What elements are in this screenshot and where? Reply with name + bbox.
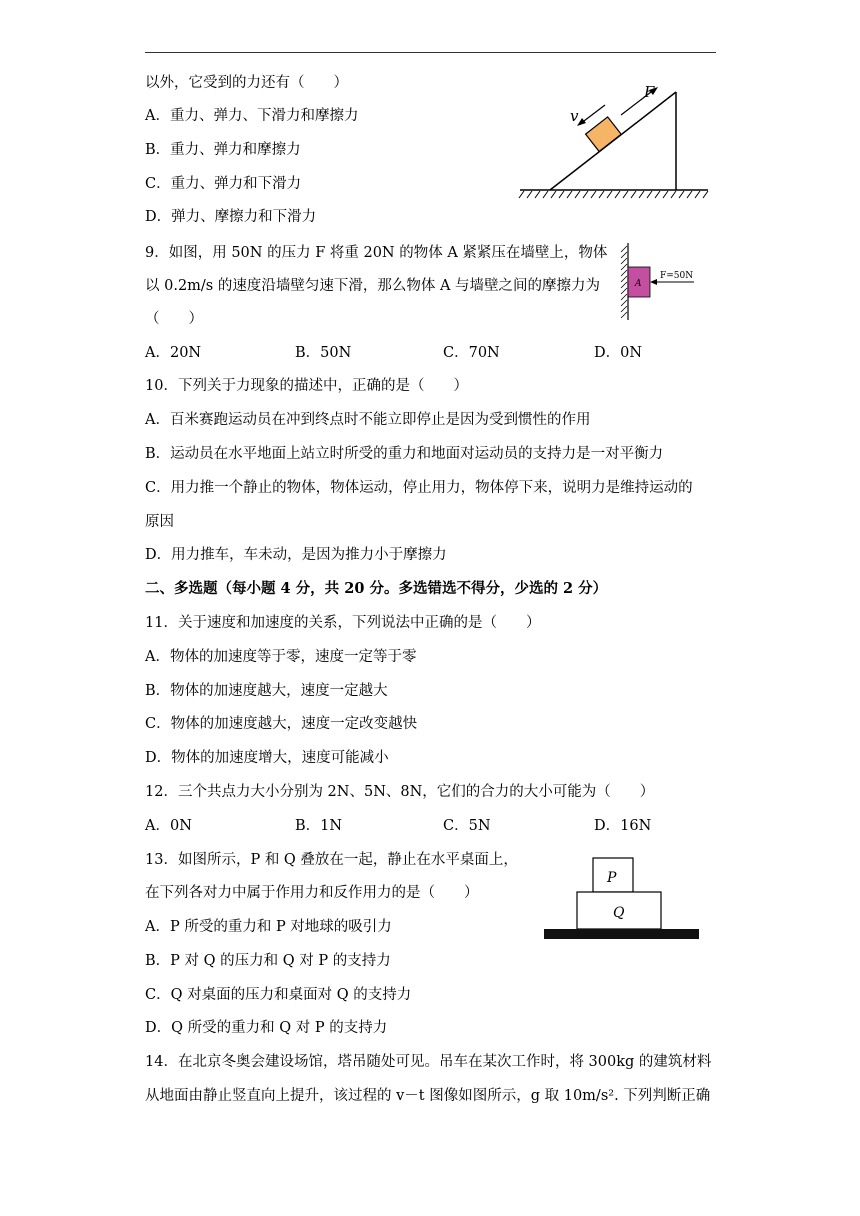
q11-option-b: B．物体的加速度越大，速度一定越大 <box>145 683 388 699</box>
q12-option-c: C．5N <box>443 818 491 834</box>
wall-figure <box>616 240 698 322</box>
q8-option-b: B．重力、弹力和摩擦力 <box>145 142 301 158</box>
q13-stem-line2: 在下列各对力中属于作用力和反作用力的是（ ） <box>145 885 479 901</box>
q9-option-d: D．0N <box>594 345 643 361</box>
block-q-label: Q <box>613 905 625 921</box>
section-heading-multi-choice: 二、多选题（每小题 4 分，共 20 分。多选错选不得分，少选的 2 分） <box>145 580 608 597</box>
incline-block <box>586 117 622 152</box>
q8-continuation: 以外，它受到的力还有（ ） <box>145 75 348 91</box>
q10-option-b: B．运动员在水平地面上站立时所受的重力和地面对运动员的支持力是一对平衡力 <box>145 446 664 462</box>
q11-stem: 11．关于速度和加速度的关系，下列说法中正确的是（ ） <box>145 615 541 631</box>
q10-option-d: D．用力推车，车未动，是因为推力小于摩擦力 <box>145 547 447 563</box>
q12-option-d: D．16N <box>594 818 652 834</box>
q14-stem-line1: 14．在北京冬奥会建设场馆，塔吊随处可见。吊车在某次工作时，将 300kg 的建筑材料 <box>145 1054 712 1070</box>
q9-stem-line2: 以 0.2m/s 的速度沿墙壁匀速下滑，那么物体 A 与墙壁之间的摩擦力为 <box>145 278 601 294</box>
block-p-label: P <box>607 870 617 886</box>
q13-option-a: A．P 所受的重力和 P 对地球的吸引力 <box>145 919 392 935</box>
q10-option-a: A．百米赛跑运动员在冲到终点时不能立即停止是因为受到惯性的作用 <box>145 412 591 428</box>
q13-option-c: C．Q 对桌面的压力和桌面对 Q 的支持力 <box>145 987 412 1003</box>
q12-option-a: A．0N <box>145 818 192 834</box>
header-rule <box>145 52 716 53</box>
q13-option-d: D．Q 所受的重力和 Q 对 P 的支持力 <box>145 1020 388 1036</box>
q8-option-a: A．重力、弹力、下滑力和摩擦力 <box>145 108 359 124</box>
q11-option-d: D．物体的加速度增大，速度可能减小 <box>145 750 389 766</box>
q12-option-b: B．1N <box>295 818 343 834</box>
force-label: F <box>644 83 655 101</box>
q9-option-b: B．50N <box>295 345 352 361</box>
q9-stem-line3: （ ） <box>145 311 203 327</box>
q12-stem: 12．三个共点力大小分别为 2N、5N、8N，它们的合力的大小可能为（ ） <box>145 784 655 800</box>
velocity-label: v <box>570 107 579 125</box>
q11-option-a: A．物体的加速度等于零，速度一定等于零 <box>145 649 417 665</box>
incline-figure <box>518 78 710 202</box>
q9-option-a: A．20N <box>145 345 202 361</box>
q14-stem-line2: 从地面由静止竖直向上提升，该过程的 v－t 图像如图所示，g 取 10m/s². 下列判断正确 <box>145 1088 711 1104</box>
q8-option-d: D．弹力、摩擦力和下滑力 <box>145 209 317 225</box>
q13-option-b: B．P 对 Q 的压力和 Q 对 P 的支持力 <box>145 953 391 969</box>
table-surface <box>544 929 699 939</box>
q9-stem-line1: 9．如图，用 50N 的压力 F 将重 20N 的物体 A 紧紧压在墙壁上，物体 <box>145 245 608 261</box>
q10-stem: 10．下列关于力现象的描述中，正确的是（ ） <box>145 378 468 394</box>
q9-option-c: C．70N <box>443 345 500 361</box>
q13-stem-line1: 13．如图所示，P 和 Q 叠放在一起，静止在水平桌面上， <box>145 852 518 868</box>
stacked-blocks-figure <box>543 856 701 942</box>
q10-option-c: C．用力推一个静止的物体，物体运动，停止用力，物体停下来，说明力是维持运动的 <box>145 480 693 496</box>
q11-option-c: C．物体的加速度越大，速度一定改变越快 <box>145 716 418 732</box>
block-a-label: A <box>635 279 642 289</box>
press-label: F=50N <box>660 271 694 281</box>
q10-option-c-cont: 原因 <box>145 514 174 530</box>
q8-option-c: C．重力、弹力和下滑力 <box>145 176 302 192</box>
